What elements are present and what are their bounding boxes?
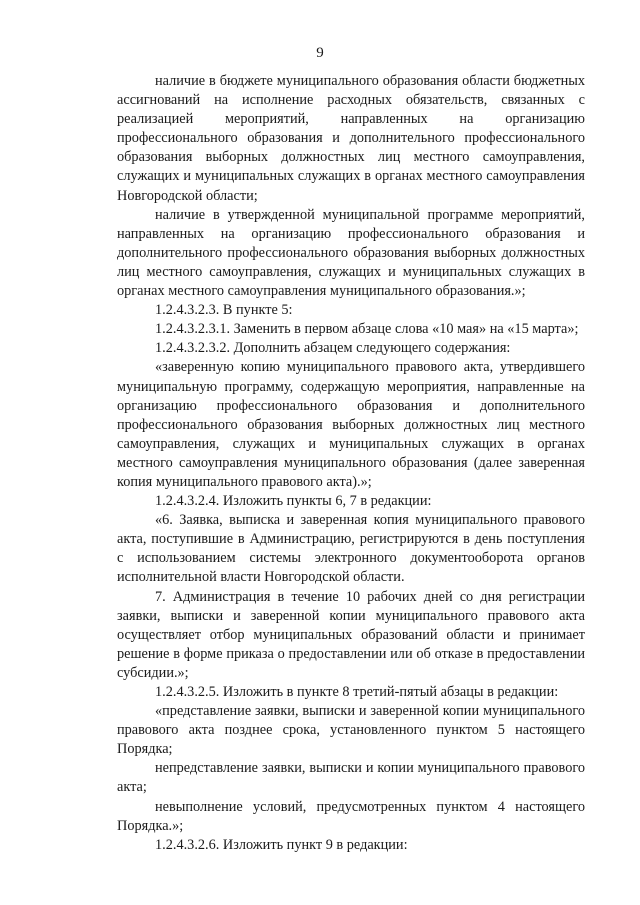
paragraph: 1.2.4.3.2.4. Изложить пункты 6, 7 в редакции:: [155, 493, 432, 510]
paragraph: 7. Администрация в течение 10 рабочих дней со дня регистрации заявки, выписки и заверенной копии муниципального правового акта осуществляет отбор муниципальных образований области и принимает решение в форме приказа о предоставлении или об отказе в предоставлении субсидии.»;: [117, 588, 585, 681]
paragraph: невыполнение условий, предусмотренных пунктом 4 настоящего Порядка.»;: [117, 798, 585, 834]
paragraph: 1.2.4.3.2.3.1. Заменить в первом абзаце слова «10 мая» на «15 марта»;: [155, 321, 579, 338]
paragraph: «6. Заявка, выписка и заверенная копия муниципального правового акта, поступившие в Администрацию, регистрируются в день поступления с использованием системы электронного документооборота органов исполнительной власти Новгородской области.: [117, 512, 585, 586]
page-number: 9: [316, 45, 324, 61]
paragraph: 1.2.4.3.2.3. В пункте 5:: [155, 302, 293, 319]
document-body: [117, 72, 585, 855]
paragraph: наличие в утвержденной муниципальной программе мероприятий, направленных на организацию профессионального образования и дополнительного профессионального образования выборных должностных лиц местного самоуправления, служащих и муниципальных служащих в органах местного самоуправления муниципального образования.»;: [117, 206, 585, 300]
paragraph: «представление заявки, выписки и заверенной копии муниципального правового акта позднее срока, установленного пунктом 5 настоящего Порядка;: [117, 703, 585, 758]
paragraph: 1.2.4.3.2.5. Изложить в пункте 8 третий-пятый абзацы в редакции:: [155, 684, 559, 700]
paragraph: наличие в бюджете муниципального образования области бюджетных ассигнований на исполнение расходных обязательств, связанных с реализацией мероприятий, направленных на организацию профессионального образования и дополнительного профессионального образования выборных должностных лиц местного самоуправления, служащих и муниципальных служащих в органах местного самоуправления Новгородской области;: [117, 73, 585, 204]
paragraph: непредставление заявки, выписки и копии муниципального правового акта;: [117, 760, 585, 796]
paragraph: 1.2.4.3.2.3.2. Дополнить абзацем следующего содержания:: [155, 340, 511, 357]
paragraph: «заверенную копию муниципального правового акта, утвердившего муниципальную программу, содержащую мероприятия, направленные на организацию профессионального образования и дополнительного профессионального образования выборных должностных лиц местного самоуправления, служащих и муниципальных служащих в органах местного самоуправления муниципального образования (далее заверенная копия муниципального правового акта).»;: [117, 359, 585, 490]
paragraph: 1.2.4.3.2.6. Изложить пункт 9 в редакции:: [155, 836, 408, 853]
